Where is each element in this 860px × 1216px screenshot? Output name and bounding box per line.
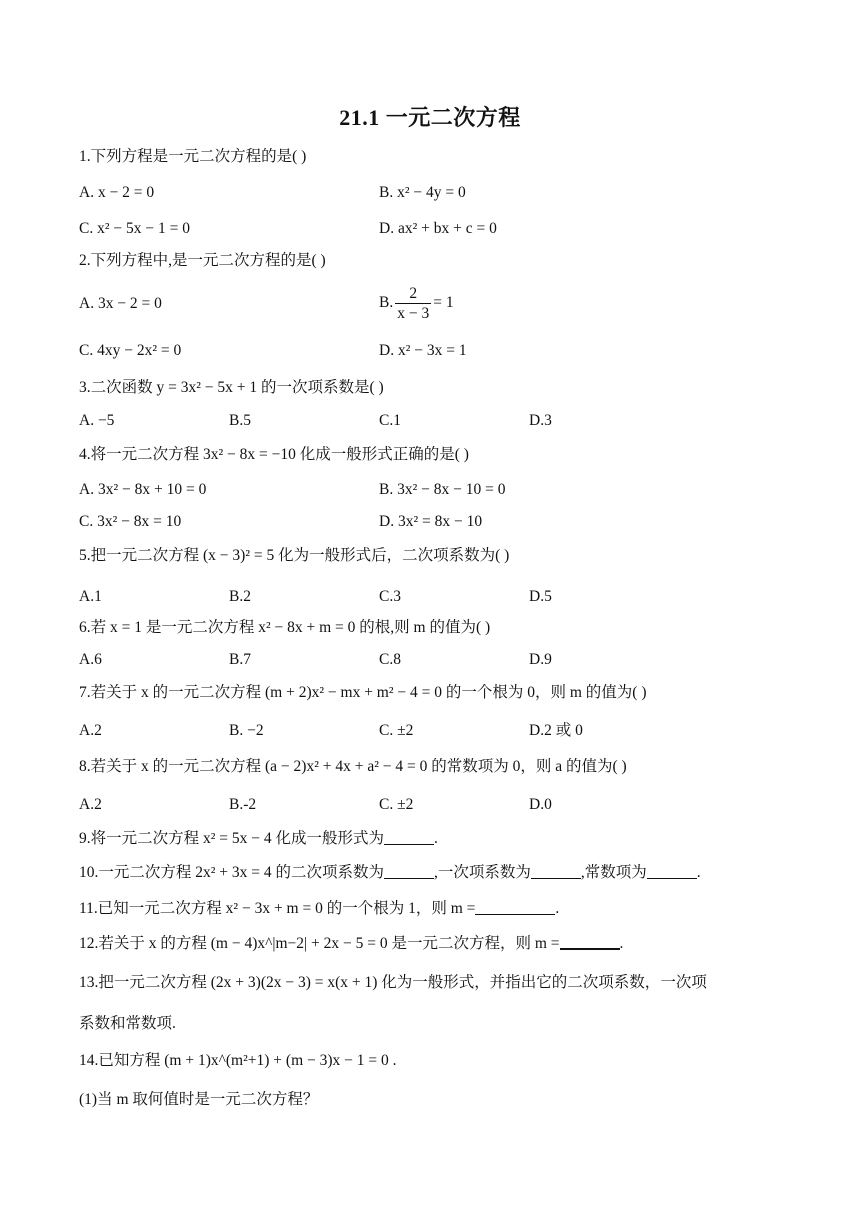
question-5-option-d: D.5 bbox=[529, 588, 552, 605]
question-5-option-c: C.3 bbox=[379, 588, 401, 605]
question-4-option-a: A. 3x² − 8x + 10 = 0 bbox=[79, 481, 207, 498]
answer-blank[interactable] bbox=[384, 830, 434, 845]
fraction-denominator: x − 3 bbox=[397, 305, 430, 322]
question-1-stem: 1.下列方程是一元二次方程的是( ) bbox=[79, 148, 307, 165]
answer-blank-constant-term[interactable] bbox=[647, 864, 697, 879]
question-1-option-a: A. x − 2 = 0 bbox=[79, 184, 155, 201]
question-8-stem: 8.若关于 x 的一元二次方程 (a − 2)x² + 4x + a² − 4 = 0 的常数项为 0，则 a 的值为( ) bbox=[79, 758, 627, 775]
answer-blank-linear-coefficient[interactable] bbox=[531, 864, 581, 879]
question-11 bbox=[79, 899, 559, 919]
question-5-option-b: B.2 bbox=[229, 588, 251, 605]
fraction-numerator: 2 bbox=[395, 284, 431, 304]
question-3-option-c: C.1 bbox=[379, 412, 401, 429]
question-4-option-b: B. 3x² − 8x − 10 = 0 bbox=[379, 481, 506, 498]
question-9 bbox=[79, 829, 438, 849]
question-7-option-d: D.2 或 0 bbox=[529, 722, 583, 739]
question-7-option-c: C. ±2 bbox=[379, 722, 414, 739]
question-12-end: . bbox=[619, 935, 624, 952]
question-6-option-c: C.8 bbox=[379, 651, 401, 668]
question-4-option-d: D. 3x² = 8x − 10 bbox=[379, 513, 483, 530]
question-7-option-b: B. −2 bbox=[229, 722, 264, 739]
question-3-option-a: A. −5 bbox=[79, 412, 115, 429]
question-12 bbox=[79, 934, 623, 954]
question-1-option-c: C. x² − 5x − 1 = 0 bbox=[79, 220, 190, 237]
question-2-option-b-rhs: = 1 bbox=[433, 294, 454, 312]
question-13-line-1: 13.把一元二次方程 (2x + 3)(2x − 3) = x(x + 1) 化为一般形式，并指出它的二次项系数，一次项 bbox=[79, 974, 707, 991]
question-10-mid-1: ,一次项系数为 bbox=[434, 864, 531, 881]
question-2-option-b-fraction bbox=[395, 284, 431, 323]
question-9-end: . bbox=[434, 830, 438, 847]
question-10-mid-2: ,常数项为 bbox=[580, 864, 647, 881]
question-12-stem: 12.若关于 x 的方程 (m − 4)x^|m−2| + 2x − 5 = 0 是一元二次方程，则 m = bbox=[79, 935, 560, 952]
question-10-stem: 10.一元二次方程 2x² + 3x = 4 的二次项系数为 bbox=[79, 864, 385, 881]
question-10-end: . bbox=[696, 864, 701, 881]
question-1-option-b: B. x² − 4y = 0 bbox=[379, 184, 466, 201]
question-14-part-1: (1)当 m 取何值时是一元二次方程？ bbox=[79, 1091, 319, 1108]
page-title: 21.1 一元二次方程 bbox=[339, 105, 521, 130]
answer-blank-quadratic-coefficient[interactable] bbox=[384, 864, 434, 879]
question-7-option-a: A.2 bbox=[79, 722, 102, 739]
question-3-option-d: D.3 bbox=[529, 412, 552, 429]
question-4-option-c: C. 3x² − 8x = 10 bbox=[79, 513, 182, 530]
question-4-stem: 4.将一元二次方程 3x² − 8x = −10 化成一般形式正确的是( ) bbox=[79, 446, 469, 463]
question-2-option-c: C. 4xy − 2x² = 0 bbox=[79, 342, 182, 359]
question-14-stem: 14.已知方程 (m + 1)x^(m²+1) + (m − 3)x − 1 = 0 . bbox=[79, 1052, 397, 1069]
question-6-stem: 6.若 x = 1 是一元二次方程 x² − 8x + m = 0 的根,则 m 的值为( ) bbox=[79, 619, 491, 636]
answer-blank[interactable] bbox=[475, 900, 555, 915]
question-2-option-b bbox=[379, 284, 454, 323]
question-13-line-2: 系数和常数项. bbox=[79, 1015, 176, 1032]
question-3-stem: 3.二次函数 y = 3x² − 5x + 1 的一次项系数是( ) bbox=[79, 379, 384, 396]
question-8-option-d: D.0 bbox=[529, 796, 552, 813]
question-1-option-d: D. ax² + bx + c = 0 bbox=[379, 220, 497, 237]
question-8-option-c: C. ±2 bbox=[379, 796, 414, 813]
question-10 bbox=[79, 863, 701, 883]
question-7-stem: 7.若关于 x 的一元二次方程 (m + 2)x² − mx + m² − 4 = 0 的一个根为 0，则 m 的值为( ) bbox=[79, 684, 647, 701]
question-8-option-b: B.-2 bbox=[229, 796, 257, 813]
question-8-option-a: A.2 bbox=[79, 796, 102, 813]
question-11-end: . bbox=[555, 900, 560, 917]
question-5-option-a: A.1 bbox=[79, 588, 102, 605]
question-2-stem: 2.下列方程中,是一元二次方程的是( ) bbox=[79, 252, 326, 269]
question-9-stem: 9.将一元二次方程 x² = 5x − 4 化成一般形式为 bbox=[79, 830, 385, 847]
question-6-option-d: D.9 bbox=[529, 651, 552, 668]
question-6-option-a: A.6 bbox=[79, 651, 102, 668]
answer-blank[interactable] bbox=[560, 934, 620, 950]
question-2-option-b-label: B. bbox=[379, 294, 394, 312]
question-6-option-b: B.7 bbox=[229, 651, 251, 668]
question-11-stem: 11.已知一元二次方程 x² − 3x + m = 0 的一个根为 1，则 m = bbox=[79, 900, 476, 917]
question-2-option-d: D. x² − 3x = 1 bbox=[379, 342, 467, 359]
question-2-option-a: A. 3x − 2 = 0 bbox=[79, 295, 162, 312]
question-5-stem: 5.把一元二次方程 (x − 3)² = 5 化为一般形式后，二次项系数为( ) bbox=[79, 547, 510, 564]
question-3-option-b: B.5 bbox=[229, 412, 251, 429]
